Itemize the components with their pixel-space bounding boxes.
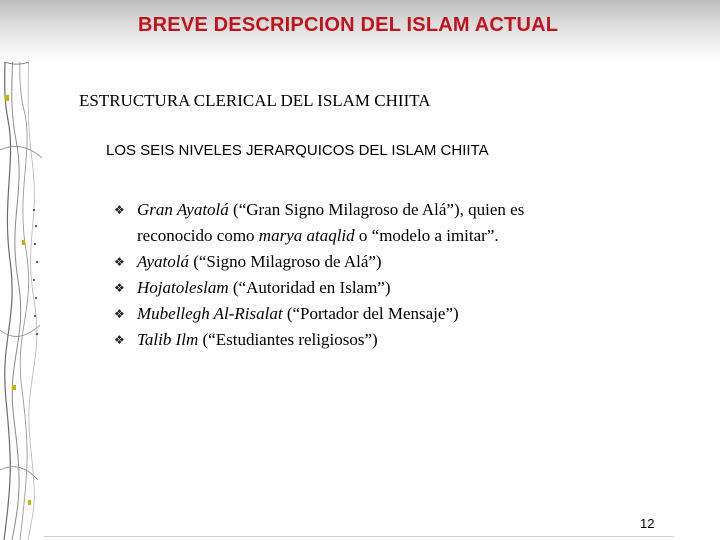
list-item xyxy=(114,197,654,249)
bullet-term: Hojatoleslam xyxy=(137,278,229,297)
bullet-term: Talib Ilm xyxy=(137,330,199,349)
list-item xyxy=(114,249,654,275)
section-heading: ESTRUCTURA CLERICAL DEL ISLAM CHIITA xyxy=(79,91,431,110)
bullet-desc: o “modelo a imitar”. xyxy=(354,226,499,245)
list-item xyxy=(114,327,654,353)
bullet-term: marya ataqlid xyxy=(258,226,355,245)
footer-divider xyxy=(44,536,674,537)
bullet-term: Mubellegh Al-Risalat xyxy=(137,304,283,323)
diamond-star-bullet-icon: ❖ xyxy=(114,333,125,347)
bullet-desc: (“Estudiantes religiosos”) xyxy=(198,330,378,349)
bullet-term: Gran Ayatolá xyxy=(137,200,229,219)
bullet-desc: reconocido como xyxy=(137,226,259,245)
bullet-desc: (“Portador del Mensaje”) xyxy=(282,304,459,323)
decorative-map-art xyxy=(0,0,44,540)
bullet-desc: (“Gran Signo Milagroso de Alá”), quien es xyxy=(228,200,525,219)
diamond-star-bullet-icon: ❖ xyxy=(114,255,125,269)
hierarchy-list xyxy=(114,197,654,353)
section-subheading: LOS SEIS NIVELES JERARQUICOS DEL ISLAM CHIITA xyxy=(106,142,489,159)
list-item xyxy=(114,275,654,301)
bullet-desc: (“Signo Milagroso de Alá”) xyxy=(188,252,382,271)
diamond-star-bullet-icon: ❖ xyxy=(114,281,125,295)
list-item xyxy=(114,301,654,327)
page-number: 12 xyxy=(640,516,655,531)
diamond-star-bullet-icon: ❖ xyxy=(114,307,125,321)
slide-title: BREVE DESCRIPCION DEL ISLAM ACTUAL xyxy=(138,14,559,36)
bullet-term: Ayatolá xyxy=(137,252,189,271)
diamond-star-bullet-icon: ❖ xyxy=(114,203,125,217)
bullet-desc: (“Autoridad en Islam”) xyxy=(228,278,391,297)
